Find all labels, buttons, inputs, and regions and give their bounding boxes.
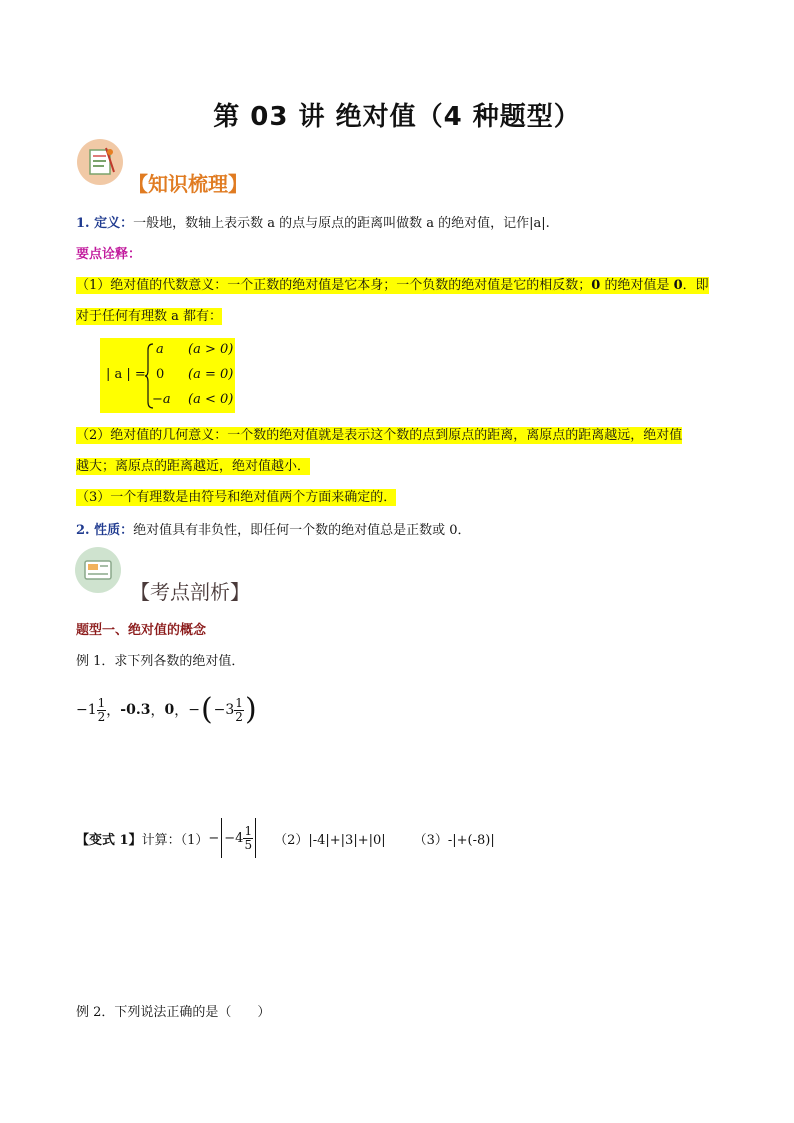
example1-items <box>76 690 258 730</box>
point1-line1 <box>76 276 756 296</box>
item-d-close-paren: ) <box>244 692 257 727</box>
point3-text: （3）一个有理数是由符号和绝对值两个方面来确定的． <box>76 490 397 505</box>
point2-line2 <box>76 457 310 477</box>
point1-text-c: ．即 <box>682 278 709 293</box>
point1-line2-text: 对于任何有理数 a 都有： <box>76 309 223 324</box>
page-title: 第 03 讲 绝对值（4 种题型） <box>213 102 581 132</box>
point1-zero2: 0 <box>673 278 683 293</box>
point1-text-b: 的绝对值是 <box>600 278 674 293</box>
variant1-intro: 计算：（1） <box>141 832 209 848</box>
variant1-p2: （2）|-4|+|3|+|0| <box>274 832 386 848</box>
item-a-fraction <box>97 697 107 724</box>
point3 <box>76 488 396 508</box>
item-a-den: 2 <box>97 709 106 724</box>
item-a-num: 1 <box>97 695 106 710</box>
item-d-num: 1 <box>235 695 243 710</box>
variant1-p1-abs <box>221 818 256 858</box>
item-b: -0.3 <box>120 702 151 718</box>
piecewise-row-3-cond: (a < 0) <box>188 392 234 407</box>
variant1-p1-fraction <box>243 825 253 852</box>
point1-zero1: 0 <box>591 278 601 293</box>
variant1-p1-whole: −4 <box>224 830 244 846</box>
point1-line2 <box>76 307 222 327</box>
piecewise-row-1-cond: (a > 0) <box>188 342 234 357</box>
item-a-whole: −1 <box>76 702 97 718</box>
section-heading-knowledge: 【知识梳理】 <box>128 172 248 196</box>
sep-1: ， <box>106 703 121 719</box>
piecewise-row-2-value: 0 <box>156 367 165 382</box>
sep-3: ， <box>174 703 189 719</box>
type1-heading: 题型一、绝对值的概念 <box>76 623 207 638</box>
variant1-label: 【变式 1】 <box>76 832 142 848</box>
item-d-prefix: − <box>188 702 200 718</box>
property-text: 绝对值具有非负性，即任何一个数的绝对值总是正数或 0． <box>133 523 471 538</box>
point2-line1-text: （2）绝对值的几何意义：一个数的绝对值就是表示这个数的点到原点的距离，离原点的距离越远，绝对值 <box>76 428 683 443</box>
item-d-fraction <box>234 697 244 724</box>
example1-prompt: 例 1．求下列各数的绝对值． <box>76 654 245 669</box>
point1-text-a: （1）绝对值的代数意义：一个正数的绝对值是它本身；一个负数的绝对值是它的相反数； <box>76 278 592 293</box>
definition <box>76 214 550 234</box>
point2-line1 <box>76 426 682 446</box>
section-heading-analysis: 【考点剖析】 <box>130 580 250 604</box>
variant1 <box>76 816 495 860</box>
piecewise-formula <box>100 338 235 413</box>
point2-line2-text: 越大；离原点的距离越近，绝对值越小． <box>76 459 311 474</box>
item-d-den: 2 <box>235 709 243 724</box>
example2-prompt: 例 2．下列说法正确的是（ ） <box>76 1005 271 1020</box>
analysis-icon <box>74 546 126 602</box>
variant1-p3: （3）-|+(-8)| <box>413 832 495 848</box>
item-d-open-paren: ( <box>200 692 213 727</box>
definition-text: 一般地，数轴上表示数 a 的点与原点的距离叫做数 a 的绝对值，记作|a|. <box>133 216 550 231</box>
item-c: 0 <box>164 702 175 718</box>
variant1-p1-den: 5 <box>244 837 253 852</box>
property <box>76 521 471 541</box>
property-label: 2. 性质： <box>76 523 134 538</box>
piecewise-lhs: | a | = <box>106 367 146 382</box>
knowledge-icon <box>76 138 128 194</box>
variant1-p1-num: 1 <box>244 823 253 838</box>
key-points-label: 要点诠释： <box>76 247 142 262</box>
item-d-whole: −3 <box>213 702 235 718</box>
definition-label: 1. 定义： <box>76 216 134 231</box>
variant1-p1-prefix: − <box>208 830 220 846</box>
piecewise-row-2-cond: (a = 0) <box>188 367 234 382</box>
piecewise-row-3-value: −a <box>152 392 171 407</box>
sep-2: ， <box>150 703 165 719</box>
piecewise-row-1-value: a <box>156 342 164 357</box>
